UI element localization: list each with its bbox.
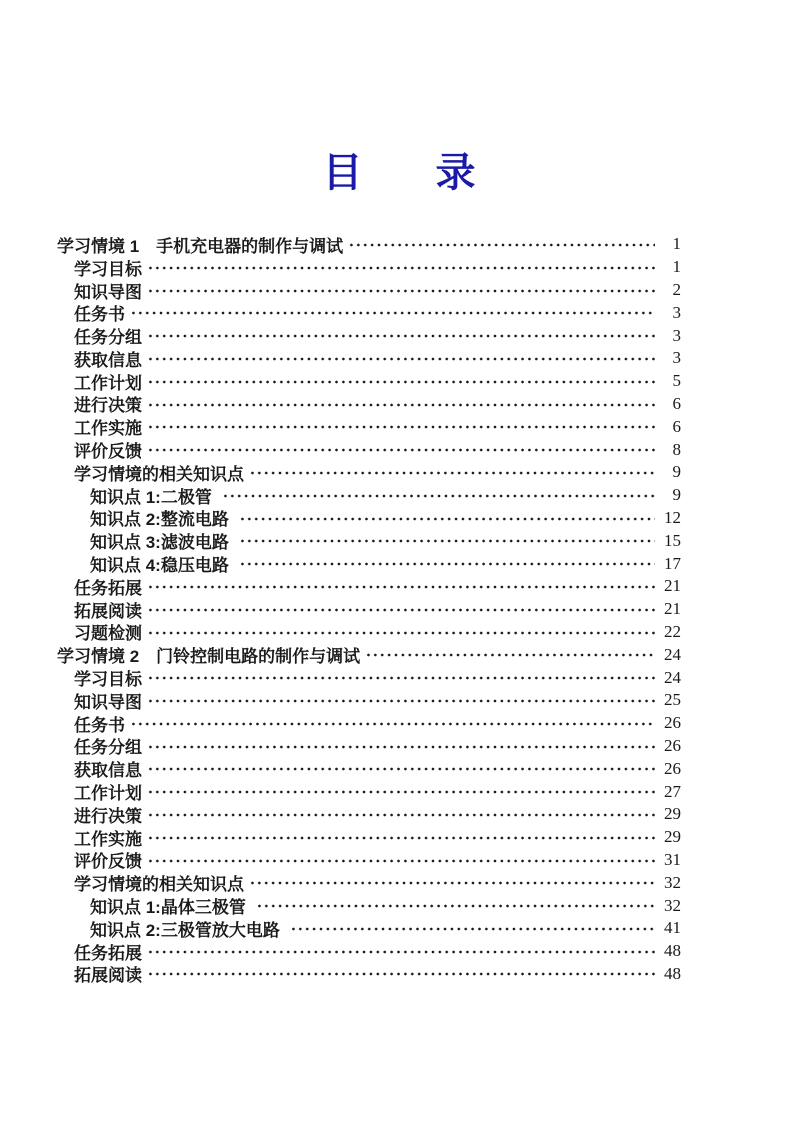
dot-leader bbox=[147, 803, 655, 826]
toc-entry-label: 工作实施 bbox=[74, 829, 142, 849]
toc-entry bbox=[57, 484, 681, 507]
toc-entry bbox=[57, 301, 681, 324]
toc-entry bbox=[57, 849, 681, 872]
toc-entry bbox=[57, 963, 681, 986]
toc-entry-page-number: 6 bbox=[672, 393, 681, 413]
toc-entry-label: 学习目标 bbox=[74, 259, 142, 279]
toc-entry-page-number: 21 bbox=[664, 599, 681, 619]
toc-entry-label: 学习情境的相关知识点 bbox=[74, 464, 244, 484]
dot-leader bbox=[239, 507, 655, 530]
toc-entry-page-number: 8 bbox=[672, 439, 681, 459]
toc-entry-page-number: 48 bbox=[664, 941, 681, 961]
toc-entry-page-number: 29 bbox=[664, 827, 681, 847]
toc-entry bbox=[57, 757, 681, 780]
toc-entry-label: 获取信息 bbox=[74, 761, 142, 781]
toc-entry-page-number: 3 bbox=[672, 302, 681, 322]
dot-leader bbox=[147, 735, 655, 758]
toc-entry-label: 任务分组 bbox=[74, 738, 142, 758]
toc-entry-page-number: 3 bbox=[672, 348, 681, 368]
toc-entry-label: 习题检测 bbox=[74, 624, 142, 644]
toc-entry-label: 获取信息 bbox=[74, 350, 142, 370]
dot-leader bbox=[239, 552, 655, 575]
toc-entry-label: 评价反馈 bbox=[74, 442, 142, 462]
toc-entry-page-number: 24 bbox=[664, 644, 681, 664]
dot-leader bbox=[147, 666, 655, 689]
toc-entry bbox=[57, 393, 681, 416]
toc-entry-page-number: 26 bbox=[664, 735, 681, 755]
toc-entry bbox=[57, 712, 681, 735]
dot-leader bbox=[147, 575, 655, 598]
dot-leader bbox=[147, 415, 655, 438]
dot-leader bbox=[147, 780, 655, 803]
dot-leader bbox=[130, 301, 655, 324]
dot-leader bbox=[147, 256, 655, 279]
toc-entry-label: 知识点 3:滤波电路 bbox=[90, 533, 229, 553]
toc-entry bbox=[57, 279, 681, 302]
toc-entry bbox=[57, 552, 681, 575]
dot-leader bbox=[147, 621, 655, 644]
toc-entry-page-number: 26 bbox=[664, 758, 681, 778]
dot-leader bbox=[147, 279, 655, 302]
dot-leader bbox=[147, 393, 655, 416]
toc-entry bbox=[57, 438, 681, 461]
toc-entry-page-number: 32 bbox=[664, 872, 681, 892]
toc-entry-page-number: 32 bbox=[664, 895, 681, 915]
dot-leader bbox=[365, 643, 655, 666]
toc-entry-page-number: 15 bbox=[664, 530, 681, 550]
toc-entry bbox=[57, 643, 681, 666]
toc-entry bbox=[57, 803, 681, 826]
dot-leader bbox=[147, 370, 655, 393]
toc-entry-page-number: 9 bbox=[672, 485, 681, 505]
toc-entry-page-number: 22 bbox=[664, 621, 681, 641]
toc-entry bbox=[57, 666, 681, 689]
toc-entry bbox=[57, 575, 681, 598]
toc-entry-page-number: 17 bbox=[664, 553, 681, 573]
toc-entry-label: 工作实施 bbox=[74, 419, 142, 439]
toc-entry-page-number: 9 bbox=[672, 462, 681, 482]
dot-leader bbox=[147, 347, 655, 370]
toc-entry-label: 进行决策 bbox=[74, 396, 142, 416]
toc-list bbox=[57, 233, 681, 985]
toc-entry bbox=[57, 256, 681, 279]
toc-entry bbox=[57, 940, 681, 963]
toc-entry bbox=[57, 233, 681, 256]
toc-entry bbox=[57, 871, 681, 894]
toc-entry-label: 学习情境 2 门铃控制电路的制作与调试 bbox=[57, 647, 361, 667]
dot-leader bbox=[239, 529, 655, 552]
toc-entry-label: 工作计划 bbox=[74, 784, 142, 804]
toc-entry bbox=[57, 507, 681, 530]
toc-entry-label: 拓展阅读 bbox=[74, 601, 142, 621]
dot-leader bbox=[147, 598, 655, 621]
toc-entry-page-number: 6 bbox=[672, 416, 681, 436]
toc-entry-label: 任务拓展 bbox=[74, 943, 142, 963]
toc-entry bbox=[57, 735, 681, 758]
toc-entry bbox=[57, 415, 681, 438]
toc-entry-page-number: 41 bbox=[664, 918, 681, 938]
toc-entry bbox=[57, 370, 681, 393]
toc-entry bbox=[57, 324, 681, 347]
toc-entry-page-number: 29 bbox=[664, 804, 681, 824]
toc-entry-label: 任务书 bbox=[74, 715, 125, 735]
toc-entry-label: 知识点 1:二极管 bbox=[90, 487, 212, 507]
page-title: 目 录 bbox=[322, 151, 478, 195]
dot-leader bbox=[147, 689, 655, 712]
dot-leader bbox=[147, 826, 655, 849]
toc-entry-page-number: 2 bbox=[672, 279, 681, 299]
toc-entry-label: 知识点 4:稳压电路 bbox=[90, 556, 229, 576]
toc-entry-page-number: 3 bbox=[672, 325, 681, 345]
toc-entry bbox=[57, 347, 681, 370]
toc-entry bbox=[57, 917, 681, 940]
toc-entry-page-number: 5 bbox=[672, 371, 681, 391]
toc-entry-page-number: 12 bbox=[664, 507, 681, 527]
toc-entry-label: 任务书 bbox=[74, 305, 125, 325]
toc-entry-label: 进行决策 bbox=[74, 806, 142, 826]
dot-leader bbox=[249, 461, 655, 484]
toc-entry-page-number: 21 bbox=[664, 576, 681, 596]
toc-entry-label: 知识导图 bbox=[74, 282, 142, 302]
toc-entry-label: 知识点 2:三极管放大电路 bbox=[90, 920, 280, 940]
dot-leader bbox=[147, 438, 655, 461]
toc-entry bbox=[57, 894, 681, 917]
toc-entry-label: 任务拓展 bbox=[74, 578, 142, 598]
toc-entry bbox=[57, 780, 681, 803]
dot-leader bbox=[130, 712, 655, 735]
toc-entry-page-number: 31 bbox=[664, 849, 681, 869]
dot-leader bbox=[147, 849, 655, 872]
toc-entry-page-number: 48 bbox=[664, 963, 681, 983]
dot-leader bbox=[147, 940, 655, 963]
toc-entry-label: 工作计划 bbox=[74, 373, 142, 393]
toc-entry-label: 知识导图 bbox=[74, 692, 142, 712]
toc-entry-label: 拓展阅读 bbox=[74, 966, 142, 986]
toc-entry-label: 评价反馈 bbox=[74, 852, 142, 872]
toc-entry-page-number: 1 bbox=[672, 257, 681, 277]
dot-leader bbox=[147, 324, 655, 347]
toc-entry bbox=[57, 529, 681, 552]
dot-leader bbox=[348, 233, 655, 256]
toc-entry-label: 知识点 1:晶体三极管 bbox=[90, 898, 246, 918]
toc-entry-page-number: 1 bbox=[672, 234, 681, 254]
toc-entry bbox=[57, 826, 681, 849]
toc-entry bbox=[57, 598, 681, 621]
dot-leader bbox=[290, 917, 655, 940]
dot-leader bbox=[249, 871, 655, 894]
toc-entry-page-number: 25 bbox=[664, 690, 681, 710]
toc-entry-label: 知识点 2:整流电路 bbox=[90, 510, 229, 530]
toc-entry bbox=[57, 461, 681, 484]
dot-leader bbox=[256, 894, 655, 917]
toc-entry bbox=[57, 621, 681, 644]
toc-entry-label: 学习情境的相关知识点 bbox=[74, 875, 244, 895]
toc-entry-page-number: 27 bbox=[664, 781, 681, 801]
toc-entry-page-number: 24 bbox=[664, 667, 681, 687]
dot-leader bbox=[147, 963, 655, 986]
toc-entry-page-number: 26 bbox=[664, 713, 681, 733]
toc-entry bbox=[57, 689, 681, 712]
dot-leader bbox=[147, 757, 655, 780]
dot-leader bbox=[222, 484, 655, 507]
toc-entry-label: 任务分组 bbox=[74, 328, 142, 348]
toc-entry-label: 学习目标 bbox=[74, 670, 142, 690]
toc-entry-label: 学习情境 1 手机充电器的制作与调试 bbox=[57, 236, 344, 256]
